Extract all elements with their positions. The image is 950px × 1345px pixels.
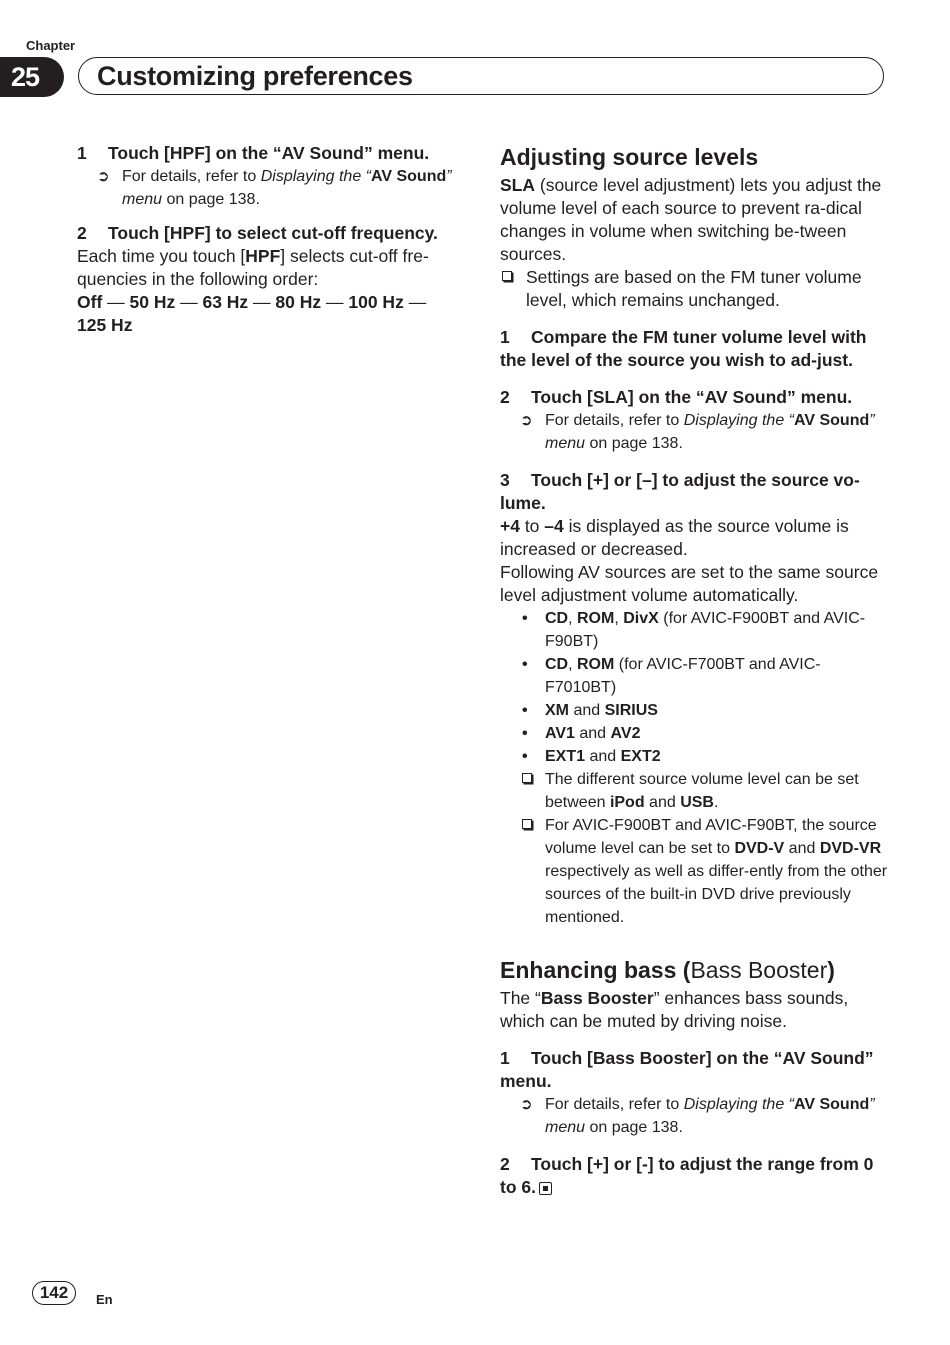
bullet-icon: • <box>522 702 528 719</box>
sla-step-2: 2 Touch [SLA] on the “AV Sound” menu. <box>500 387 853 407</box>
bass-step-1: 1 Touch [Bass Booster] on the “AV Sound” menu. <box>500 1048 874 1091</box>
arrow-icon: ➲ <box>520 1096 533 1113</box>
sla-step-1: 1 Compare the FM tuner volume level with the level of the source you wish to ad-just. <box>500 327 867 370</box>
arrow-icon: ➲ <box>520 412 533 429</box>
sla-intro: SLA (source level adjustment) lets you adjust the volume level of each source to prevent ra-dical changes in volume when switching be-tween sources. <box>500 175 882 264</box>
sla-note: Settings are based on the FM tuner volume level, which remains unchanged. <box>500 266 888 312</box>
end-of-section-icon <box>539 1182 552 1195</box>
bullet-icon: • <box>522 748 528 765</box>
bass-heading: Enhancing bass (Bass Booster) <box>500 957 835 983</box>
sla-step-3-body: +4 to –4 is displayed as the source volume is increased or decreased. <box>500 516 849 559</box>
bass-step-1-reference: ➲ For details, refer to Displaying the “AV Sound” menu on page 138. <box>500 1093 888 1139</box>
list-item: • XM and SIRIUS <box>500 699 888 722</box>
step-number: 1 <box>77 143 87 163</box>
hpf-step-2 <box>77 222 455 245</box>
sla-heading: Adjusting source levels <box>500 144 759 170</box>
hpf-step-1-reference: ➲ For details, refer to Displaying the “AV Sound” menu on page 138. <box>77 165 455 211</box>
list-item: • CD, ROM (for AVIC-F700BT and AVIC-F7010BT) <box>500 653 888 699</box>
note-box-icon <box>522 819 532 829</box>
step-text: Touch [HPF] to select cut-off frequency. <box>108 223 438 243</box>
sla-note-ipod-usb: The different source volume level can be set between iPod and USB. <box>500 768 888 814</box>
chapter-title: Customizing preferences <box>97 61 413 91</box>
hpf-step-1 <box>77 142 455 165</box>
sla-step-3: 3 Touch [+] or [–] to adjust the source vo-lume. <box>500 470 860 513</box>
sla-note-dvd: For AVIC-F900BT and AVIC-F90BT, the source volume level can be set to DVD-V and DVD-VR respectively as well as differ-ently from the other sources of the built-in DVD drive previously mentioned. <box>500 814 888 929</box>
step-text: Touch [HPF] on the “AV Sound” menu. <box>108 143 430 163</box>
bullet-icon: • <box>522 656 528 673</box>
note-box-icon <box>522 773 532 783</box>
list-item: • AV1 and AV2 <box>500 722 888 745</box>
arrow-icon: ➲ <box>97 168 110 185</box>
sla-step-2-reference: ➲ For details, refer to Displaying the “AV Sound” menu on page 138. <box>500 409 888 455</box>
note-box-icon <box>502 271 512 281</box>
right-column <box>500 142 888 1199</box>
left-column <box>77 142 455 337</box>
page-number: 142 <box>32 1281 76 1305</box>
list-item: • CD, ROM, DivX (for AVIC-F900BT and AVIC-F90BT) <box>500 607 888 653</box>
sla-step-3-body-2: Following AV sources are set to the same source level adjustment volume automatically. <box>500 562 879 605</box>
hpf-frequency-sequence: Off — 50 Hz — 63 Hz — 80 Hz — 100 Hz — 125 Hz <box>77 292 427 335</box>
bullet-icon: • <box>522 610 528 627</box>
bass-intro: The “Bass Booster” enhances bass sounds, which can be muted by driving noise. <box>500 988 849 1031</box>
chapter-title-box <box>78 57 884 95</box>
bullet-icon: • <box>522 725 528 742</box>
chapter-label: Chapter <box>26 38 76 53</box>
hpf-step-2-body: Each time you touch [HPF] selects cut-off fre-quencies in the following order: <box>77 246 429 289</box>
bass-step-2: 2 Touch [+] or [-] to adjust the range from 0 to 6. <box>500 1154 874 1197</box>
language-label: En <box>96 1292 113 1307</box>
step-number: 2 <box>77 223 87 243</box>
list-item: • EXT1 and EXT2 <box>500 745 888 768</box>
chapter-number-tab: 25 <box>0 57 64 97</box>
